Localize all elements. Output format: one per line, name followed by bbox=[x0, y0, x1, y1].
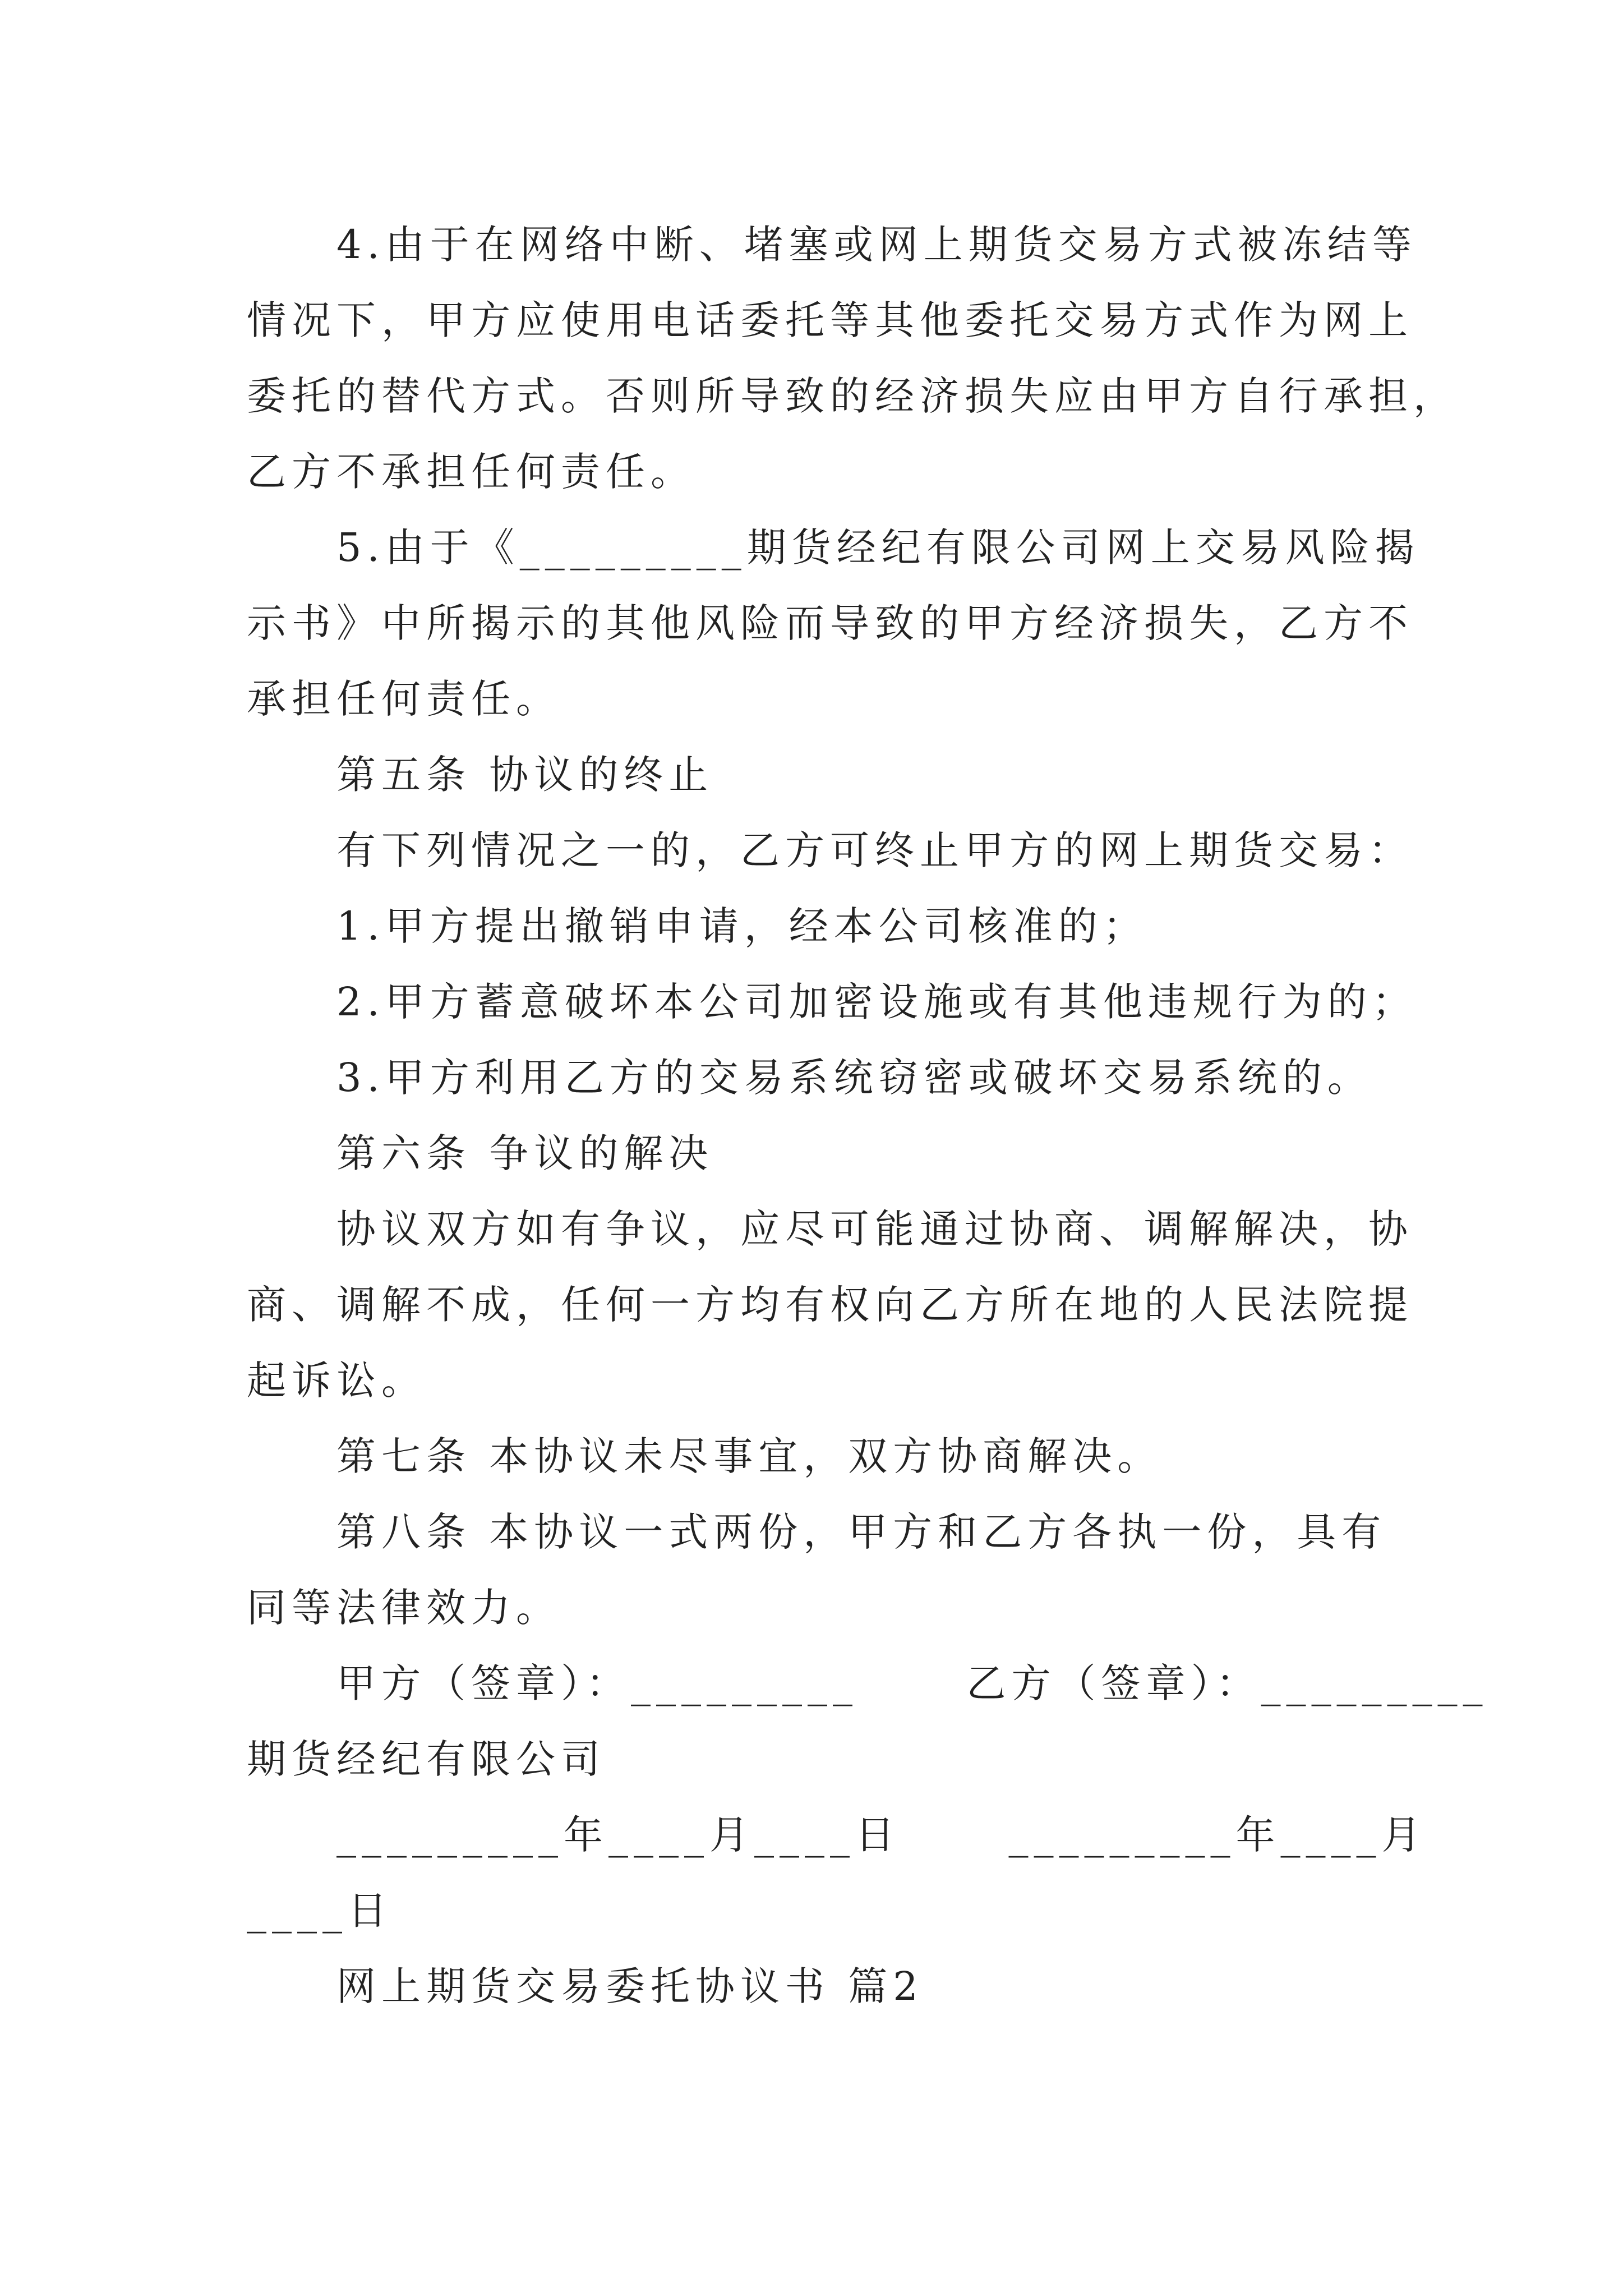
paragraph-line-3: 委托的替代方式。否则所导致的经济损失应由甲方自行承担， bbox=[247, 373, 1458, 419]
signature-line: 甲方（签章）：_________ 乙方（签章）：_________ bbox=[336, 1660, 1488, 1706]
paragraph-line-2: 情况下，甲方应使用电话委托等其他委托交易方式作为网上 bbox=[247, 297, 1413, 343]
paragraph-line-16: 起诉讼。 bbox=[247, 1358, 426, 1404]
section-heading-8: 第八条 本协议一式两份，甲方和乙方各执一份，具有 bbox=[336, 1509, 1387, 1555]
list-item-2: 2.甲方蓄意破坏本公司加密设施或有其他违规行为的； bbox=[336, 979, 1417, 1025]
company-line: 期货经纪有限公司 bbox=[247, 1736, 606, 1782]
date-line-end: ____日 bbox=[247, 1888, 393, 1934]
paragraph-line-15: 商、调解不成，任何一方均有权向乙方所在地的人民法院提 bbox=[247, 1282, 1413, 1328]
paragraph-line-1: 4.由于在网络中断、堵塞或网上期货交易方式被冻结等 bbox=[336, 222, 1417, 268]
paragraph-line-6: 示书》中所揭示的其他风险而导致的甲方经济损失，乙方不 bbox=[247, 600, 1413, 646]
section-heading-7: 第七条 本协议未尽事宜，双方协商解决。 bbox=[336, 1433, 1163, 1479]
paragraph-line-7: 承担任何责任。 bbox=[247, 676, 561, 722]
paragraph-line-14: 协议双方如有争议，应尽可能通过协商、调解解决，协 bbox=[336, 1206, 1413, 1252]
next-section-title: 网上期货交易委托协议书 篇2 bbox=[336, 1963, 924, 2009]
list-item-3: 3.甲方利用乙方的交易系统窃密或破坏交易系统的。 bbox=[336, 1055, 1372, 1101]
paragraph-line-5: 5.由于《_________期货经纪有限公司网上交易风险揭 bbox=[336, 524, 1420, 570]
paragraph-line-19: 同等法律效力。 bbox=[247, 1585, 561, 1631]
paragraph-line-9: 有下列情况之一的，乙方可终止甲方的网上期货交易： bbox=[336, 827, 1413, 873]
list-item-1: 1.甲方提出撤销申请，经本公司核准的； bbox=[336, 903, 1148, 949]
date-line: _________年____月____日 _________年____月 bbox=[336, 1812, 1427, 1858]
section-heading-6: 第六条 争议的解决 bbox=[336, 1130, 714, 1176]
paragraph-line-4: 乙方不承担任何责任。 bbox=[247, 449, 695, 495]
section-heading-5: 第五条 协议的终止 bbox=[336, 752, 714, 798]
